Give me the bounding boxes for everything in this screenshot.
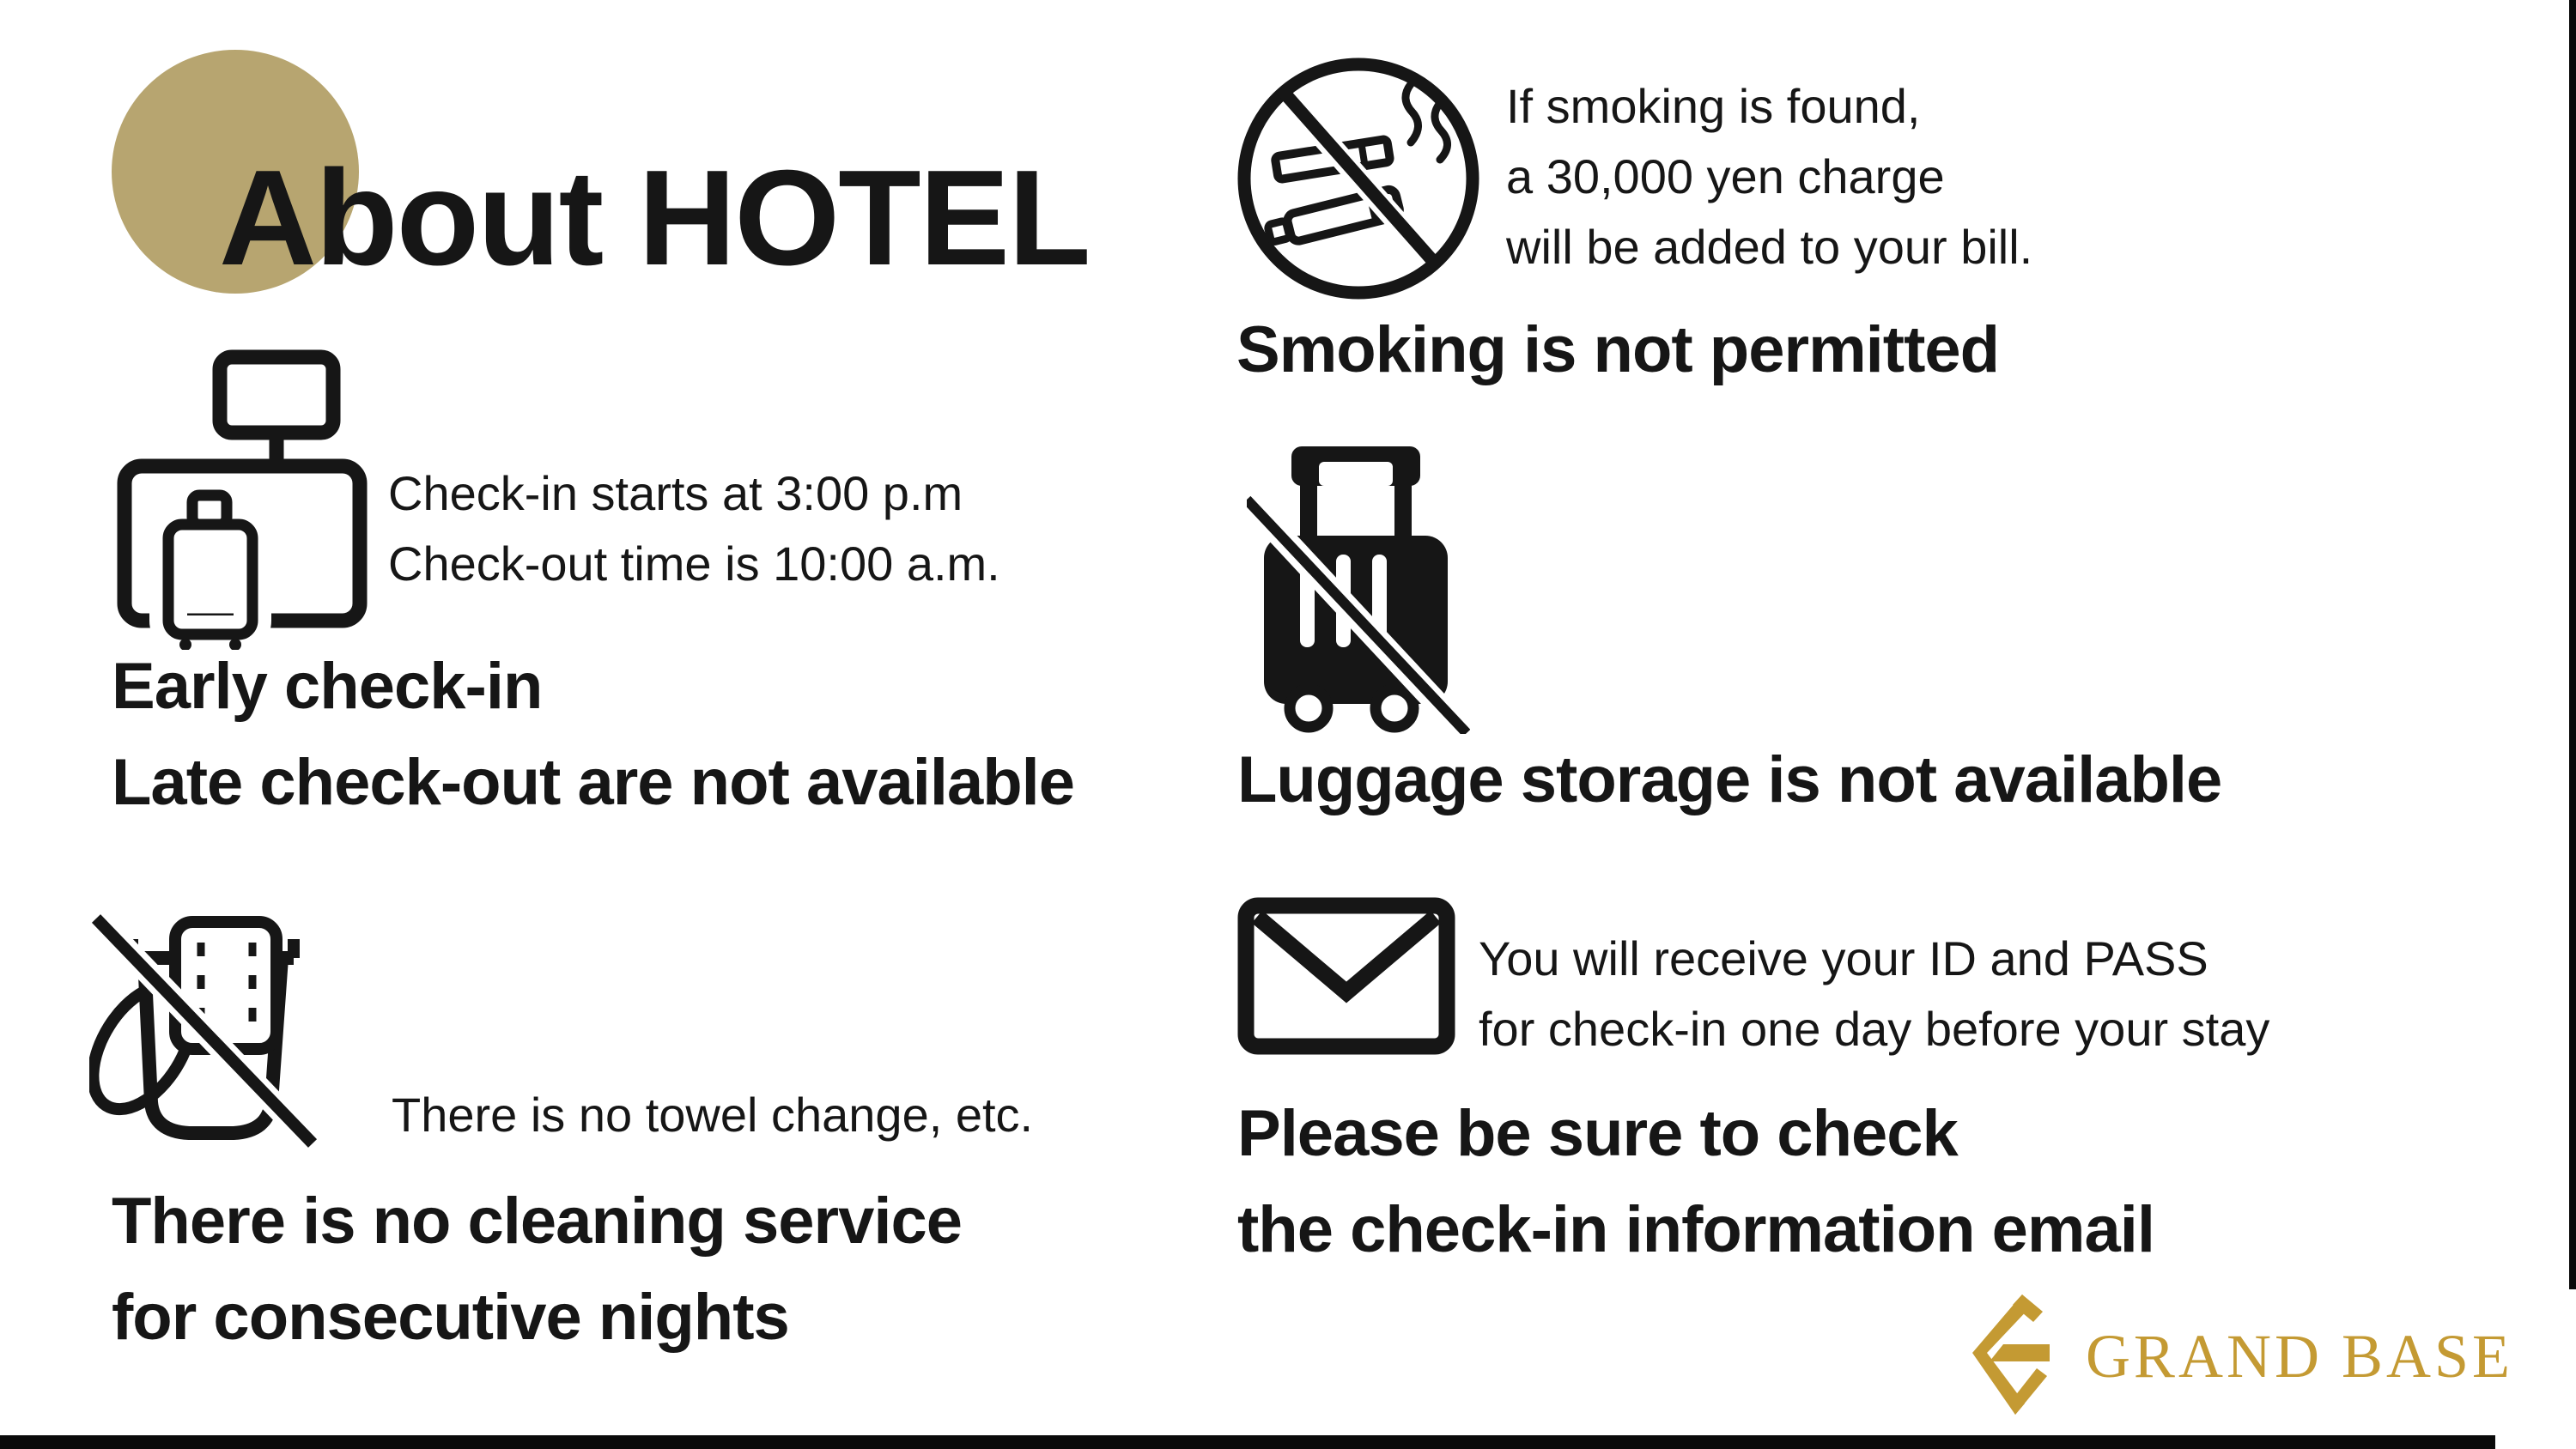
email-icon [1236,896,1456,1056]
page-title: About HOTEL [219,142,1090,294]
grand-base-logo [1964,1293,2513,1420]
reception-desk-icon [117,349,368,650]
smoking-note [1506,71,2032,282]
email-heading-line2: the check-in information email [1237,1193,2154,1266]
checkin-heading-line1: Early check-in [112,650,543,723]
no-luggage-icon [1247,446,1470,734]
cleaning-note-line1: There is no towel change, etc. [392,1088,1034,1142]
cleaning-heading-line2: for consecutive nights [112,1281,789,1354]
smoking-note-line3: will be added to your bill. [1506,220,2033,274]
email-note [1479,924,2269,1064]
checkin-heading-line2: Late check-out are not available [112,746,1075,819]
right-black-strip [2569,0,2576,1289]
email-heading [1237,1086,2154,1278]
grand-base-logo-icon [1964,1294,2050,1419]
email-note-line2: for check-in one day before your stay [1479,1002,2270,1056]
smoking-heading [1236,302,1999,398]
smoking-heading-line1: Smoking is not permitted [1236,313,2000,386]
checkin-note-line2: Check-out time is 10:00 a.m. [388,537,1000,591]
no-smoking-icon [1233,53,1484,304]
no-cleaning-icon [89,903,326,1166]
cleaning-heading-line1: There is no cleaning service [112,1185,962,1258]
grand-base-logo-text: GRAND BASE [2085,1321,2513,1391]
email-heading-line1: Please be sure to check [1237,1097,1958,1170]
luggage-heading-line1: Luggage storage is not available [1237,743,2222,816]
email-note-line1: You will receive your ID and PASS [1479,931,2208,985]
cleaning-heading [112,1173,962,1366]
checkin-note [388,458,1000,599]
checkin-note-line1: Check-in starts at 3:00 p.m [388,466,963,520]
smoking-note-line2: a 30,000 yen charge [1506,149,1945,203]
checkin-heading [112,639,1074,831]
smoking-note-line1: If smoking is found, [1506,79,1921,133]
bottom-black-bar [0,1435,2495,1449]
luggage-heading [1237,732,2221,828]
cleaning-note [392,1080,1033,1150]
